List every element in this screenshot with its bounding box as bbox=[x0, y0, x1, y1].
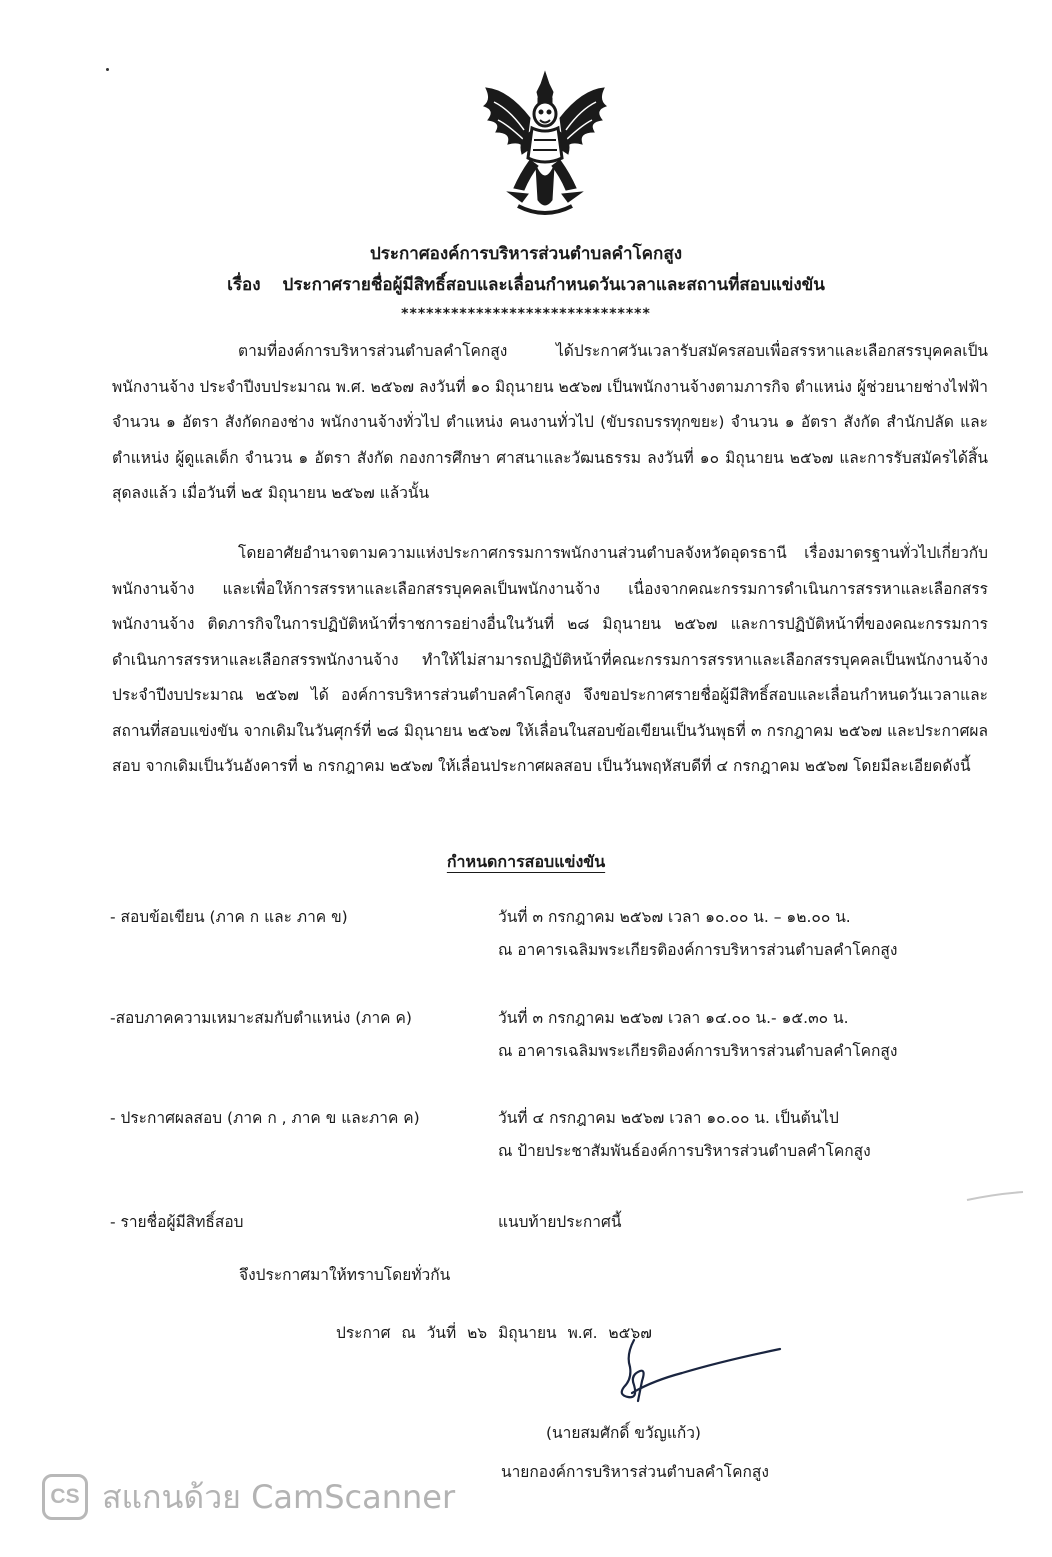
garuda-emblem-icon bbox=[478, 70, 613, 220]
subject-label: เรื่อง bbox=[227, 275, 261, 295]
camscanner-watermark bbox=[42, 1474, 455, 1520]
body-paragraph-1 bbox=[112, 334, 988, 512]
announcement-date: ประกาศ ณ วันที่ ๒๖ มิถุนายน พ.ศ. ๒๕๖๗ bbox=[336, 1324, 652, 1342]
schedule-item-location: ณ อาคารเฉลิมพระเกียรติองค์การบริหารส่วนตำบลคำโคกสูง bbox=[498, 941, 898, 959]
handwritten-signature bbox=[612, 1335, 792, 1405]
signer-position: นายกองค์การบริหารส่วนตำบลคำโคกสูง bbox=[501, 1463, 769, 1481]
schedule-item-label: - ประกาศผลสอบ (ภาค ก , ภาค ข และภาค ค) bbox=[110, 1109, 420, 1127]
body-paragraph-2 bbox=[112, 536, 988, 785]
paragraph-text: โดยอาศัยอำนาจตามความแห่งประกาศกรรมการพนักงานส่วนตำบลจังหวัดอุดรธานี เรื่องมาตรฐานทั่วไปเกี่ยวกับพนักงานจ้าง และเพื่อให้การสรรหาและเลือกสรรบุคคลเป็นพนักงานจ้าง เนื่องจากคณะกรรมการดำเนินการสรรหาและเลือกสรรพนักงานจ้าง ติดภารกิจในการปฏิบัติหน้าที่ราชการอย่างอื่นในวันที่ ๒๘ มิถุนายน ๒๕๖๗ และการปฏิบัติหน้าที่ของคณะกรรมการดำเนินการสรรหาและเลือกสรรพนักงานจ้าง ทำให้ไม่สามารถปฏิบัติหน้าที่คณะกรรมการสรรหาและเลือกสรรบุคคลเป็นพนักงานจ้างประจำปีงบประมาณ ๒๕๖๗ ได้ องค์การบริหารส่วนตำบลคำโคกสูง จึงขอประกาศรายชื่อผู้มีสิทธิ์สอบและเลื่อนกำหนดวันเวลาและสถานที่สอบแข่งขัน จากเดิมในวันศุกร์ที่ ๒๘ มิถุนายน ๒๕๖๗ ให้เลื่อนในสอบข้อเขียนเป็นวันพุธที่ ๓ กรกฎาคม ๒๕๖๗ และประกาศผลสอบ จากเดิมเป็นวันอังคารที่ ๒ กรกฎาคม ๒๕๖๗ ให้เลื่อนประกาศผลสอบ เป็นวันพฤหัสบดีที่ ๔ กรกฎาคม ๒๕๖๗ โดยมีละเอียดดังนี้ bbox=[112, 544, 988, 775]
paragraph-text: ตามที่องค์การบริหารส่วนตำบลคำโคกสูง ได้ประกาศวันเวลารับสมัครสอบเพื่อสรรหาและเลือกสรรบุคคลเป็นพนักงานจ้าง ประจำปีงบประมาณ พ.ศ. ๒๕๖๗ ลงวันที่ ๑๐ มิถุนายน ๒๕๖๗ เป็นพนักงานจ้างตามภารกิจ ตำแหน่ง ผู้ช่วยนายช่างไฟฟ้า จำนวน ๑ อัตรา สังกัดกองช่าง พนักงานจ้างทั่วไป ตำแหน่ง คนงานทั่วไป (ขับรถบรรทุกขยะ) จำนวน ๑ อัตรา สังกัด สำนักปลัด และตำแหน่ง ผู้ดูแลเด็ก จำนวน ๑ อัตรา สังกัด กองการศึกษา ศาสนาและวัฒนธรรม ลงวันที่ ๑๐ มิถุนายน ๒๕๖๗ และการรับสมัครได้สิ้นสุดลงแล้ว เมื่อวันที่ ๒๕ มิถุนายน ๒๕๖๗ แล้วนั้น bbox=[112, 342, 988, 502]
schedule-item-datetime: วันที่ ๓ กรกฎาคม ๒๕๖๗ เวลา ๑๔.๐๐ น.- ๑๕.๓๐ น. bbox=[498, 1009, 849, 1027]
schedule-item-location: ณ ป้ายประชาสัมพันธ์องค์การบริหารส่วนตำบลคำโคกสูง bbox=[498, 1142, 871, 1160]
announcement-subject bbox=[0, 271, 1052, 298]
signer-name: (นายสมศักดิ์ ขวัญแก้ว) bbox=[546, 1424, 701, 1442]
scan-speck bbox=[106, 68, 109, 71]
schedule-item-datetime: วันที่ ๔ กรกฎาคม ๒๕๖๗ เวลา ๑๐.๐๐ น. เป็นต้นไป bbox=[498, 1109, 839, 1127]
schedule-item-label: - รายชื่อผู้มีสิทธิ์สอบ bbox=[110, 1213, 244, 1231]
schedule-item-location: ณ อาคารเฉลิมพระเกียรติองค์การบริหารส่วนตำบลคำโคกสูง bbox=[498, 1042, 898, 1060]
scan-mark bbox=[965, 1190, 1025, 1204]
camscanner-logo-icon: CS bbox=[42, 1474, 88, 1520]
schedule-item-label: - สอบข้อเขียน (ภาค ก และ ภาค ข) bbox=[110, 908, 348, 926]
watermark-text: สแกนด้วย CamScanner bbox=[102, 1477, 456, 1516]
announcement-title: ประกาศองค์การบริหารส่วนตำบลคำโคกสูง bbox=[369, 244, 683, 264]
schedule-heading: กำหนดการสอบแข่งขัน bbox=[446, 852, 606, 871]
closing-statement: จึงประกาศมาให้ทราบโดยทั่วกัน bbox=[239, 1266, 451, 1284]
schedule-item-label: -สอบภาคความเหมาะสมกับตำแหน่ง (ภาค ค) bbox=[110, 1009, 412, 1027]
schedule-item-datetime: วันที่ ๓ กรกฎาคม ๒๕๖๗ เวลา ๑๐.๐๐ น. – ๑๒.๐๐ น. bbox=[498, 908, 851, 926]
subject-text: ประกาศรายชื่อผู้มีสิทธิ์สอบและเลื่อนกำหนดวันเวลาและสถานที่สอบแข่งขัน bbox=[282, 275, 825, 295]
separator-stars: ****************************** bbox=[401, 306, 651, 322]
schedule-item-detail: แนบท้ายประกาศนี้ bbox=[498, 1213, 622, 1231]
